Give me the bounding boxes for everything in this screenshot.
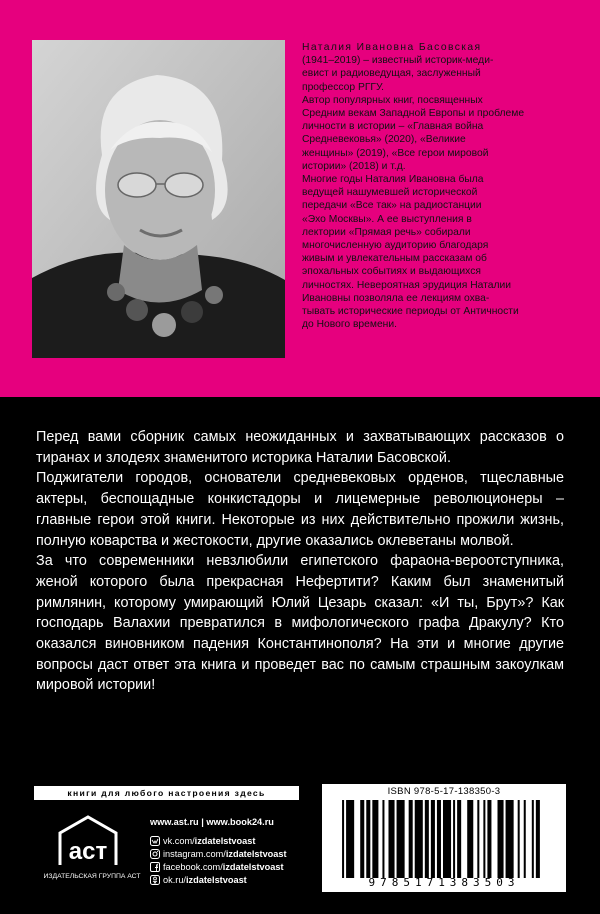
bio-line: живым и увлекательным рассказам об — [302, 253, 487, 265]
instagram-prefix: instagram.com/ — [163, 848, 226, 859]
bio-line: женщины» (2019), «Все герои мировой — [302, 147, 489, 159]
bio-line: Автор популярных книг, посвященных — [302, 94, 483, 106]
instagram-icon — [150, 849, 160, 859]
bio-line: эпохальных событиях и выдающихся — [302, 266, 481, 278]
bio-line: личностях. Невероятная эрудиция Наталии — [302, 279, 511, 291]
bio-line: тывать исторические периоды от Античности — [302, 306, 519, 318]
book-description — [36, 427, 564, 696]
bio-line: личности в истории – «Главная война — [302, 121, 484, 133]
ast-logo-icon — [58, 815, 120, 867]
isbn-label: ISBN 978-5-17-138350-3 — [387, 786, 501, 797]
facebook-prefix: facebook.com/ — [163, 861, 223, 872]
bio-line: передачи «Все так» на радиостанции — [302, 200, 482, 212]
facebook-icon — [150, 862, 160, 872]
bio-line: Средним векам Западной Европы и проблеме — [302, 108, 525, 120]
bio-line: профессор РГГУ. — [302, 81, 385, 93]
bio-line: истории» (2018) и т.д. — [302, 160, 406, 172]
odnoklassniki-icon — [150, 875, 160, 885]
vk-link[interactable] — [150, 834, 320, 847]
bio-line: ведущей нашумевшей исторической — [302, 187, 478, 199]
bio-line: «Эхо Москвы». А ее выступления в — [302, 213, 472, 225]
bio-line: Средневековья» (2020), «Великие — [302, 134, 466, 146]
isbn-barcode-block — [322, 784, 566, 892]
svg-text:аст: аст — [68, 838, 108, 865]
publisher-links — [150, 815, 320, 886]
instagram-handle: izdatelstvoast — [225, 848, 287, 859]
slogan-banner: книги для любого настроения здесь — [34, 786, 299, 800]
instagram-link[interactable] — [150, 847, 320, 860]
description-paragraph: Поджигатели городов, основатели средневековых орденов, тщеславные актеры, беспощадные конкистадоры и лицемерные революционеры – главные герои этой книги. Некоторые из них действительно прожили жизнь, полную коварства и жестокости, другие оказались оклеветаны молвой. — [36, 470, 564, 549]
website-links[interactable]: www.ast.ru | www.book24.ru — [150, 817, 274, 827]
ok-handle: izdatelstvoast — [185, 874, 247, 885]
vk-handle: izdatelstvoast — [194, 835, 256, 846]
facebook-link[interactable] — [150, 860, 320, 873]
isbn-digits: 9785171383503 — [368, 876, 520, 889]
publisher-logo — [36, 815, 146, 887]
bio-line: (1941–2019) – известный историк-меди- — [302, 55, 494, 67]
publisher-caption: ИЗДАТЕЛЬСКАЯ ГРУППА АСТ — [43, 873, 141, 880]
vk-icon — [150, 836, 160, 846]
bio-line: Многие годы Наталия Ивановна была — [302, 174, 484, 186]
bio-line: до Нового времени. — [302, 319, 397, 331]
vk-prefix: vk.com/ — [163, 835, 195, 846]
author-name: Наталия Ивановна Басовская — [302, 42, 482, 53]
bio-line: многочисленную аудиторию благодаря — [302, 240, 489, 252]
bio-line: евист и радиоведущая, заслуженный — [302, 68, 481, 80]
description-paragraph: За что современники невзлюбили египетского фараона-вероотступника, женой которого была прекрасная Нефертити? Каким был знаменитый римлянин, которому умирающий Юлий Цезарь сказал: «И ты, Брут»? Как господарь Валахии превратился в мифологического графа Дракулу? Кто оказался виновником падения Константинополя? На эти и многие другие вопросы даст ответ эта книга и проведет вас по самым страшным закоулкам мировой истории! — [36, 553, 564, 694]
description-paragraph: Перед вами сборник самых неожиданных и захватывающих рассказов о тиранах и злодеях знаменитого историка Наталии Басовской. — [36, 429, 564, 466]
author-photo — [32, 40, 285, 358]
author-biography — [302, 41, 564, 331]
bio-line: лектории «Прямая речь» собирали — [302, 226, 471, 238]
bio-line: Ивановны позволяла ее лекциям охва- — [302, 292, 490, 304]
ok-link[interactable] — [150, 873, 320, 886]
facebook-handle: izdatelstvoast — [222, 861, 284, 872]
ok-prefix: ok.ru/ — [163, 874, 186, 885]
barcode-icon — [336, 800, 552, 878]
